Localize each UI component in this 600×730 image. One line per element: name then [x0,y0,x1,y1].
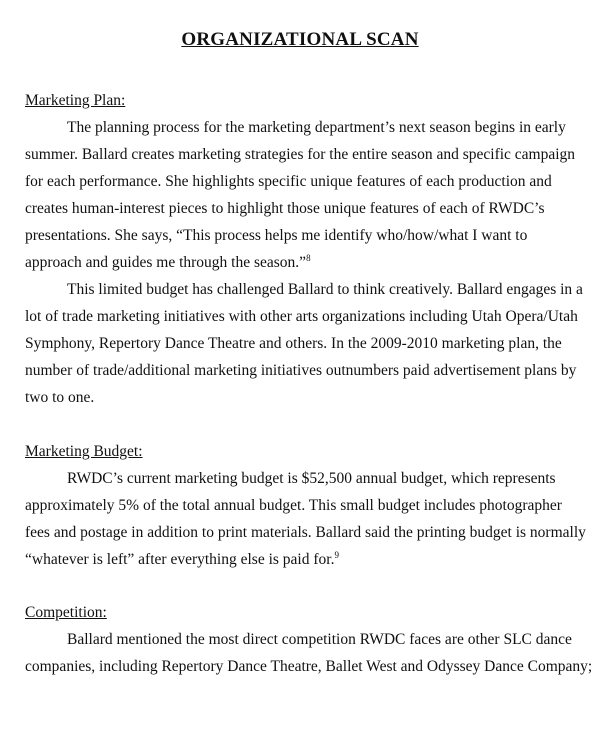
paragraph-line: companies, including Repertory Dance Theatre, Ballet West and Odyssey Dance Company; [25,658,593,675]
paragraph-line-text: “whatever is left” after everything else is paid for. [25,551,335,568]
paragraph-line: lot of trade marketing initiatives with other arts organizations including Utah Opera/Utah [25,308,578,325]
paragraph-line: RWDC’s current marketing budget is $52,500 annual budget, which represents [67,470,556,487]
paragraph-line: Ballard mentioned the most direct competition RWDC faces are other SLC dance [67,631,572,648]
page-title: ORGANIZATIONAL SCAN [181,29,419,50]
paragraph-line: number of trade/additional marketing initiatives outnumbers paid advertisement plans by [25,362,577,379]
paragraph-line: presentations. She says, “This process helps me identify who/how/what I want to [25,227,528,244]
paragraph-line: approximately 5% of the total annual budget. This small budget includes photographer [25,497,562,514]
paragraph-line [25,254,311,272]
paragraph-line: two to one. [25,389,95,406]
paragraph-line: The planning process for the marketing department’s next season begins in early [67,119,566,136]
paragraph-line: Symphony, Repertory Dance Theatre and others. In the 2009-2010 marketing plan, the [25,335,562,352]
paragraph-line: This limited budget has challenged Ballard to think creatively. Ballard engages in a [67,281,583,298]
footnote-marker: 8 [306,253,311,263]
section-heading-marketing-budget: Marketing Budget: [25,443,143,460]
paragraph-line: summer. Ballard creates marketing strategies for the entire season and specific campaign [25,146,576,163]
paragraph-line [25,551,339,569]
paragraph-line-text: approach and guides me through the season.” [25,254,307,271]
paragraph-line: creates human-interest pieces to highlight those unique features of each of RWDC’s [25,200,545,217]
paragraph-line: for each performance. She highlights specific unique features of each production and [25,173,552,190]
section-heading-marketing-plan: Marketing Plan: [25,92,126,109]
footnote-marker: 9 [334,550,339,560]
paragraph-line: fees and postage in addition to print materials. Ballard said the printing budget is normally [25,524,586,541]
section-heading-competition: Competition: [25,604,107,621]
